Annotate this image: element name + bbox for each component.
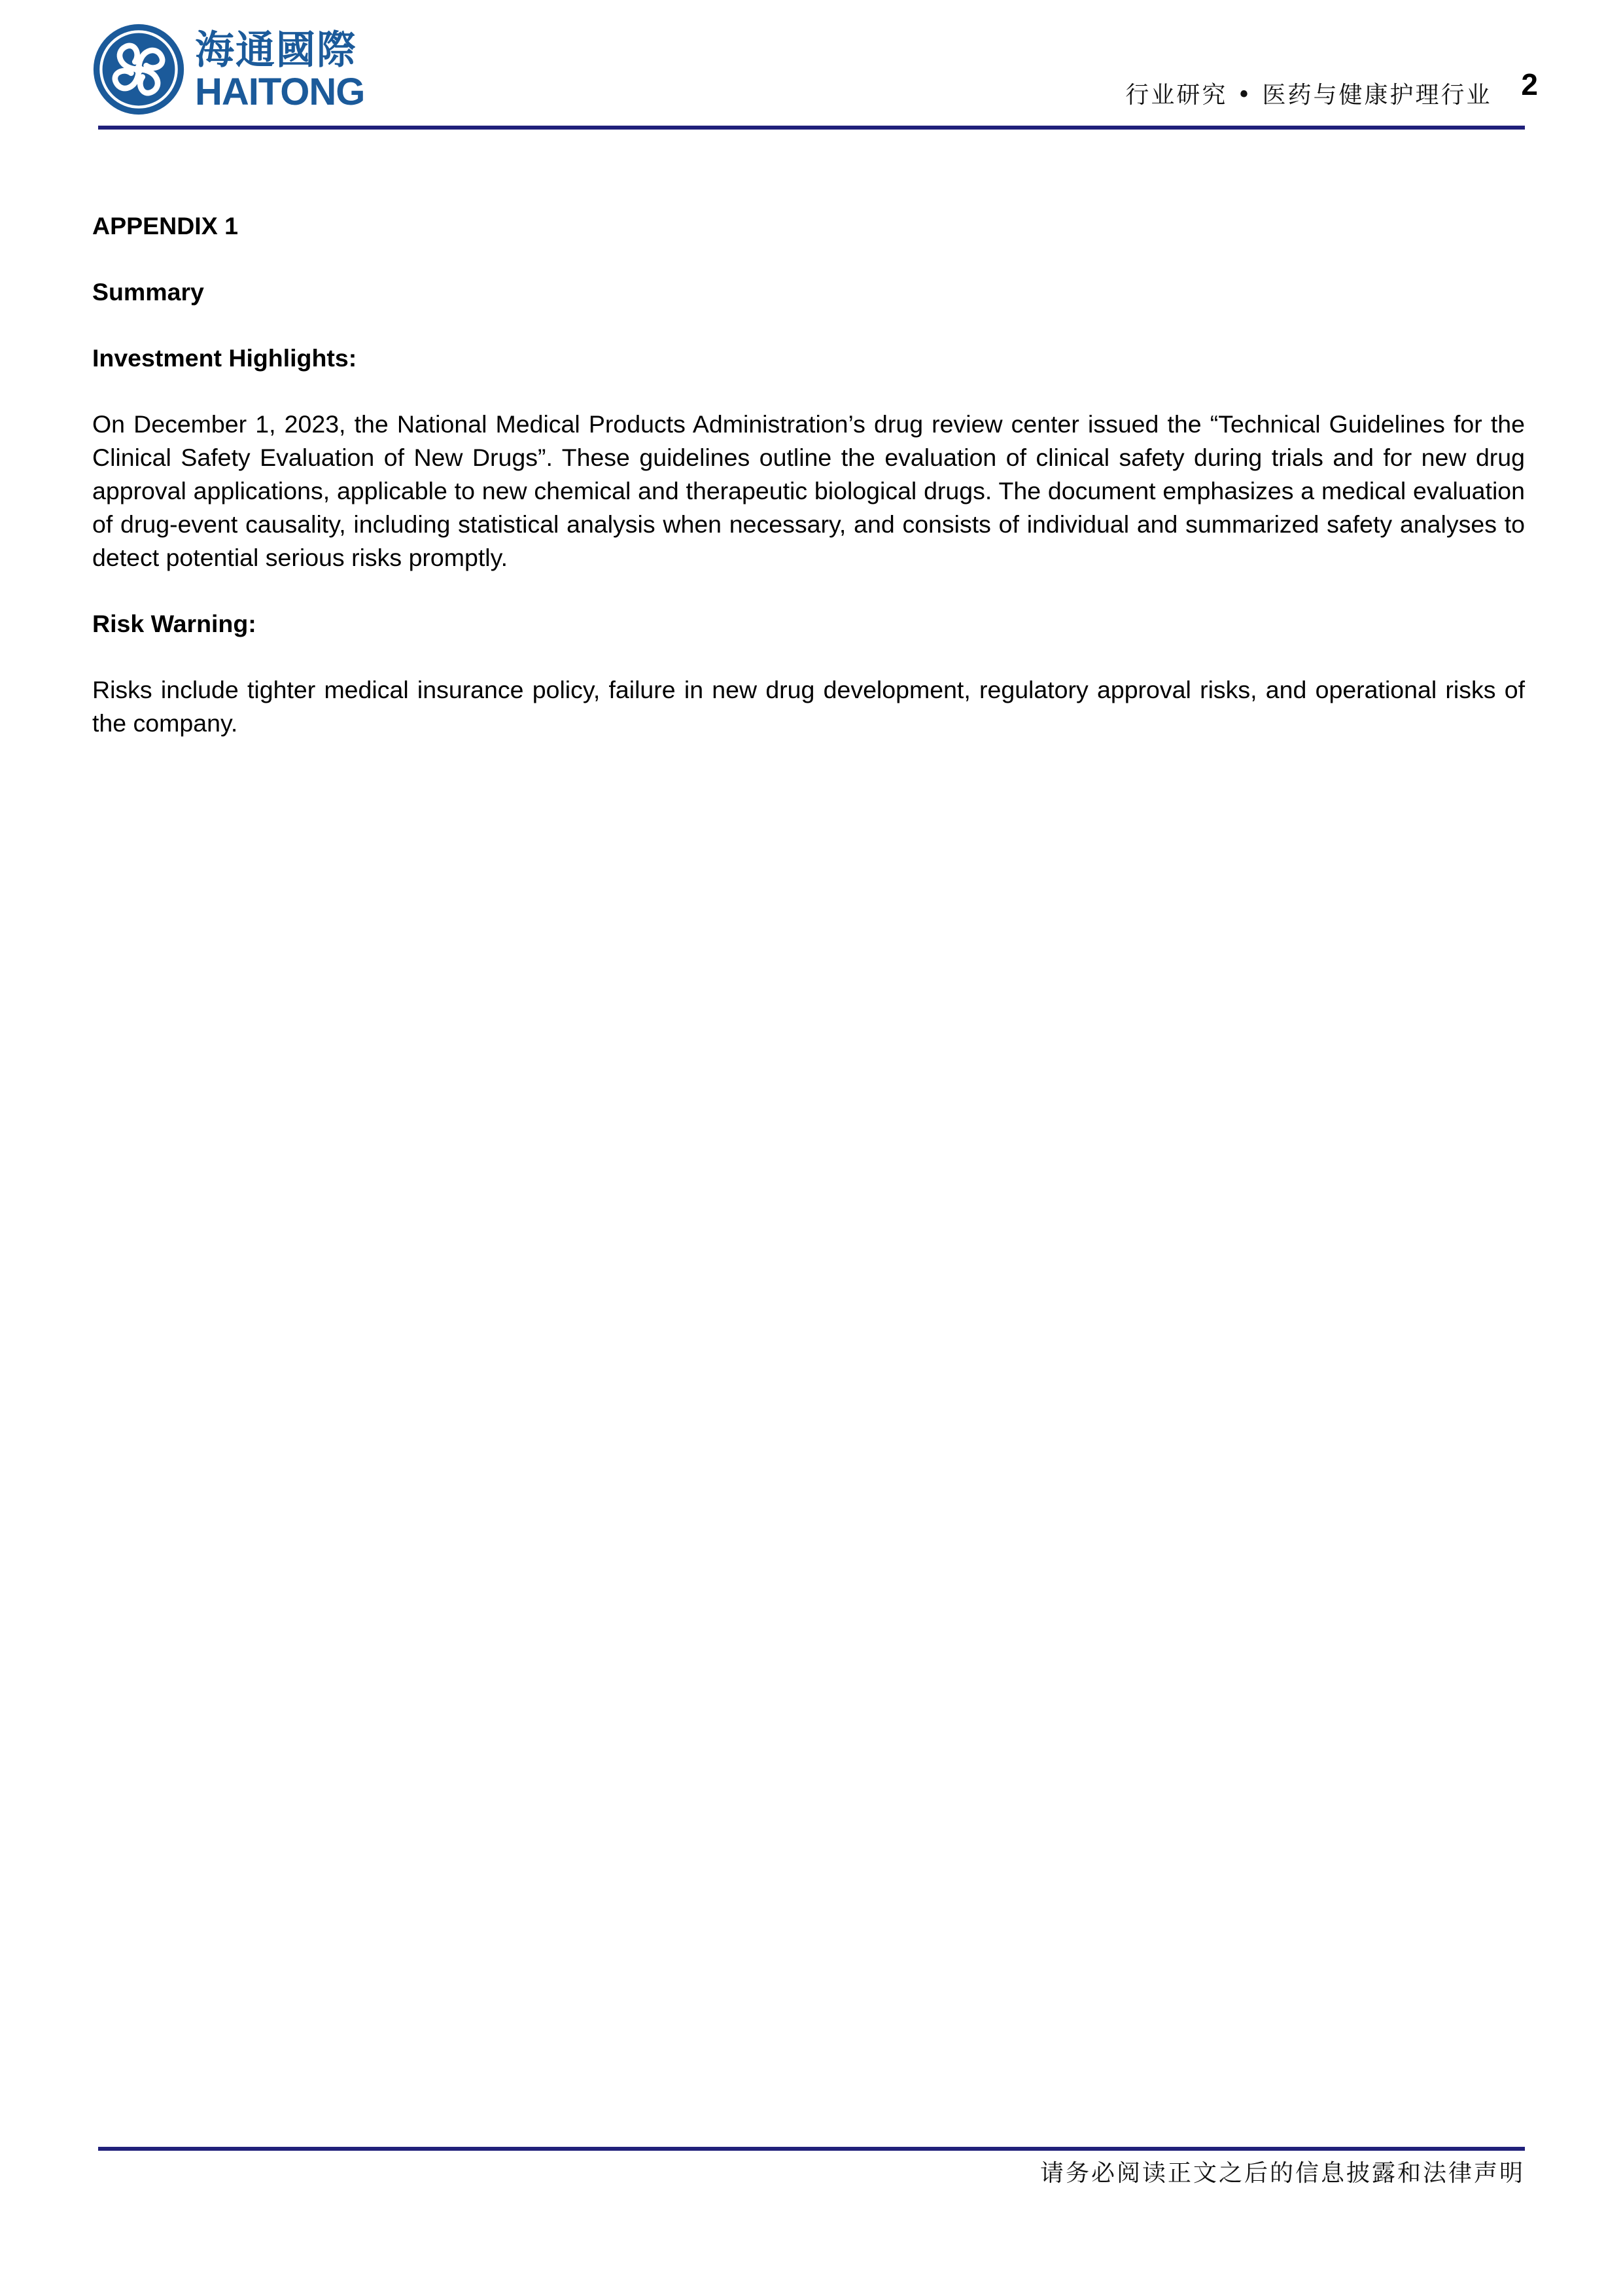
- haitong-emblem-icon: [92, 22, 186, 116]
- logo-english-name: HAITONG: [195, 71, 365, 113]
- footer-divider: [98, 2147, 1525, 2151]
- investment-highlights-heading: Investment Highlights:: [92, 344, 357, 372]
- investment-highlights-paragraph: On December 1, 2023, the National Medical Products Administration’s drug review center issued the “Technical Guidelines for the Clinical Safety Evaluation of New Drugs”. These guidelines outline the evaluation of clinical safety during trials and for new drug approval applications, applicable to new chemical and therapeutic biological drugs. The document emphasizes a medical evaluation of drug-event causality, including statistical analysis when necessary, and consists of individual and summarized safety analyses to detect potential serious risks promptly.: [92, 410, 1525, 571]
- report-section-label: 行业研究 • 医药与健康护理行业: [1125, 82, 1492, 109]
- summary-heading: Summary: [92, 278, 204, 306]
- page-header-info: [1125, 67, 1538, 110]
- company-logo: [92, 21, 364, 118]
- risk-warning-paragraph: Risks include tighter medical insurance policy, failure in new drug development, regulatory approval risks, and operational risks of the company.: [92, 676, 1525, 737]
- footer-disclaimer: 请务必阅读正文之后的信息披露和法律声明: [1039, 2160, 1525, 2187]
- appendix-title: APPENDIX 1: [92, 212, 238, 239]
- header-divider: [98, 126, 1525, 130]
- risk-warning-heading: Risk Warning:: [92, 610, 256, 637]
- logo-chinese-name: 海通國際: [195, 27, 357, 73]
- page-number: 2: [1521, 67, 1538, 101]
- logo-wordmark: [195, 27, 364, 111]
- page-body: [92, 209, 1525, 773]
